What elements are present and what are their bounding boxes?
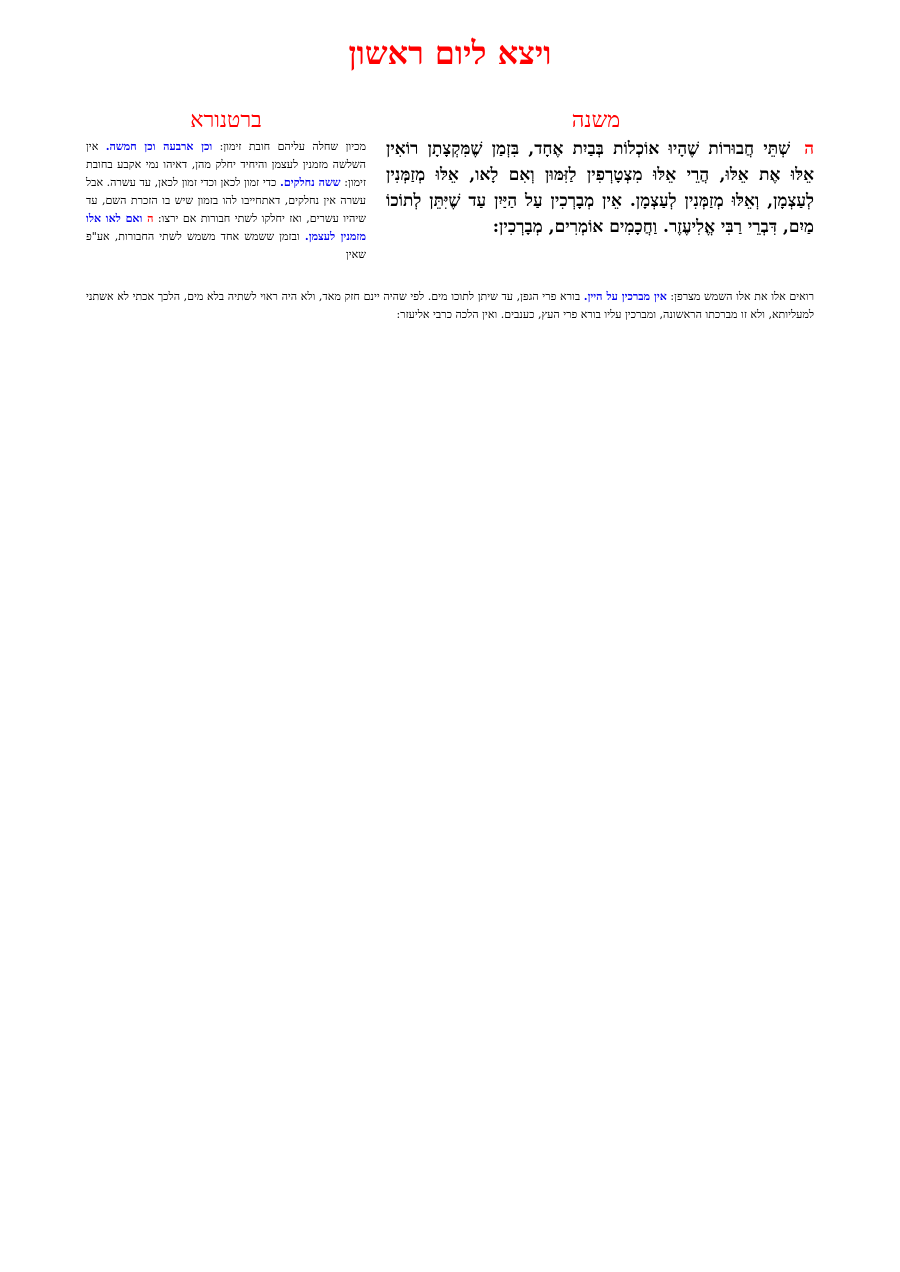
commentary-text: רואים אלו את אלו השמש מצרפן:: [666, 290, 814, 303]
commentary-text: ובזמן ששמש אחד משמש לשתי החבורות, אע"פ שאין: [86, 230, 366, 261]
commentary-heading-phrase: וכן ארבעה וכן חמשה.: [105, 140, 213, 153]
commentary-text: בורא פרי הגפן, עד שיתן לתוכו מים. לפי שהיה יינם חזק מאד, ולא היה ראוי לשתיה בלא מים, הלכך אכתי לא אשתני למעליותא, ולא זו מברכתו הראשונה, ומברכין עליו בורא פרי העץ, כענבים. ואין הלכה כרבי אליעזר:: [86, 290, 814, 321]
commentary-text: מכיון שחלה עליהם חובת זימון:: [212, 140, 366, 153]
commentary-heading-phrase: אין מברכין על היין.: [583, 290, 667, 303]
commentary-text: כדי זמון לכאן וכדי זמון לכאן, עד עשרה. אבל עשרה אין נחלקים, דאתחייבו להו בזמון שיש בו הזכרת השם, עד שיהיו עשרים, ואז יחלקו לשתי חבורות אם ירצו:: [86, 176, 367, 225]
mishna-heading: משנה: [571, 108, 621, 133]
mishna-text-block: [386, 136, 814, 240]
commentary-heading-phrase: ואם לאו אלו מזמנין לעצמן.: [86, 212, 366, 243]
bartenura-heading: ברטנורא: [190, 108, 262, 133]
commentary-text: אין השלשה מזמנין לעצמן והיחיד יחלק מהן, דאיהו נמי אקבע בחובת זימון:: [86, 140, 367, 189]
bartenura-commentary-column: [86, 138, 366, 264]
commentary-mishna-number: ה: [147, 212, 154, 225]
commentary-heading-phrase: ששה נחלקים.: [280, 176, 341, 189]
mishna-text: שְׁתֵּי חֲבוּרוֹת שֶׁהָיוּ אוֹכְלוֹת בְּבַיִת אֶחָד, בִּזְמַן שֶׁמִּקְצָתָן רוֹאִין אֵלּוּ אֶת אֵלּוּ, הֲרֵי אֵלּוּ מִצְטָרְפִין לַזִּמּוּן וְאִם לָאו, אֵלּוּ מְזַמְּנִין לְעַצְמָן, וְאֵלּוּ מְזַמְּנִין לְעַצְמָן. אֵין מְבָרְכִין עַל הַיַּיִן עַד שֶׁיִּתֵּן לְתוֹכוֹ מַיִם, דִּבְרֵי רַבִּי אֱלִיעֶזֶר. וַחֲכָמִים אוֹמְרִים, מְבָרְכִין:: [386, 139, 814, 237]
mishna-number: ה: [804, 139, 814, 159]
bartenura-commentary-continuation: [86, 288, 814, 324]
page-title: ויצא ליום ראשון: [348, 34, 552, 72]
